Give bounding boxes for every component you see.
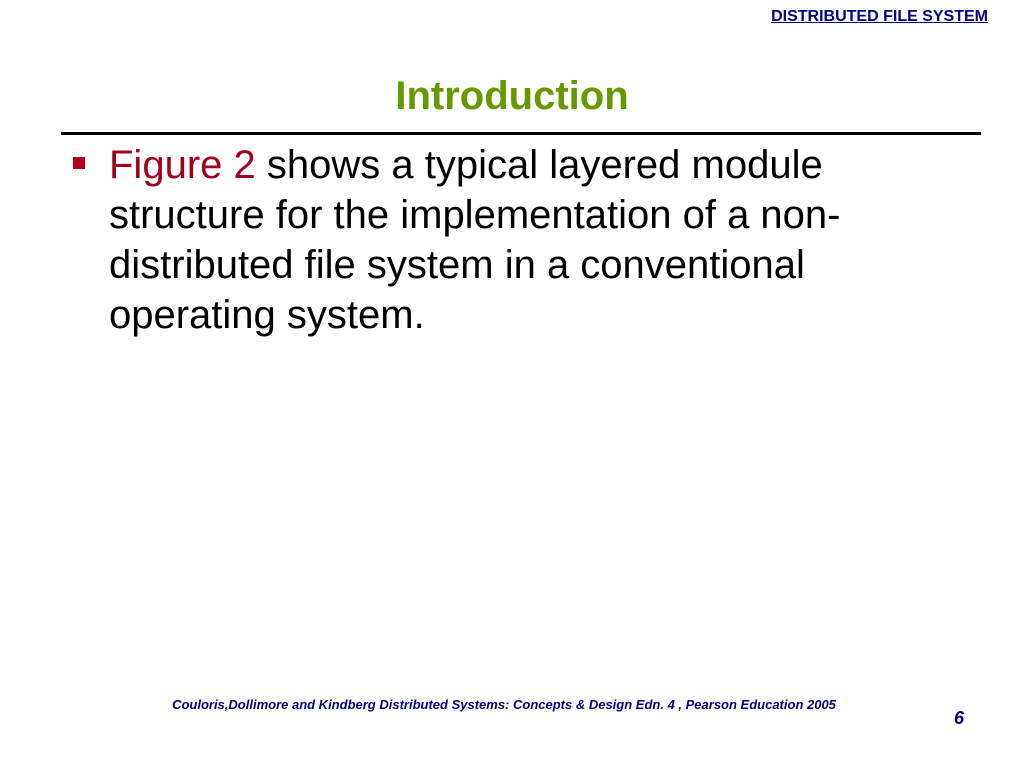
square-bullet-icon bbox=[73, 157, 85, 169]
header-label: DISTRIBUTED FILE SYSTEM bbox=[771, 8, 988, 25]
footer-credit: Couloris,Dollimore and Kindberg Distributed Systems: Concepts & Design Edn. 4 , Pearson Education 2005 bbox=[172, 697, 836, 712]
page-number: 6 bbox=[953, 708, 964, 728]
bullet-item bbox=[72, 140, 952, 340]
title-divider bbox=[61, 132, 981, 135]
slide-title: Introduction bbox=[395, 74, 629, 118]
bullet-list bbox=[72, 140, 952, 340]
figure-reference: Figure 2 bbox=[109, 143, 256, 187]
bullet-text: shows a typical layered module structure for the implementation of a non-distributed file system in a conventional operating system. bbox=[109, 143, 841, 337]
